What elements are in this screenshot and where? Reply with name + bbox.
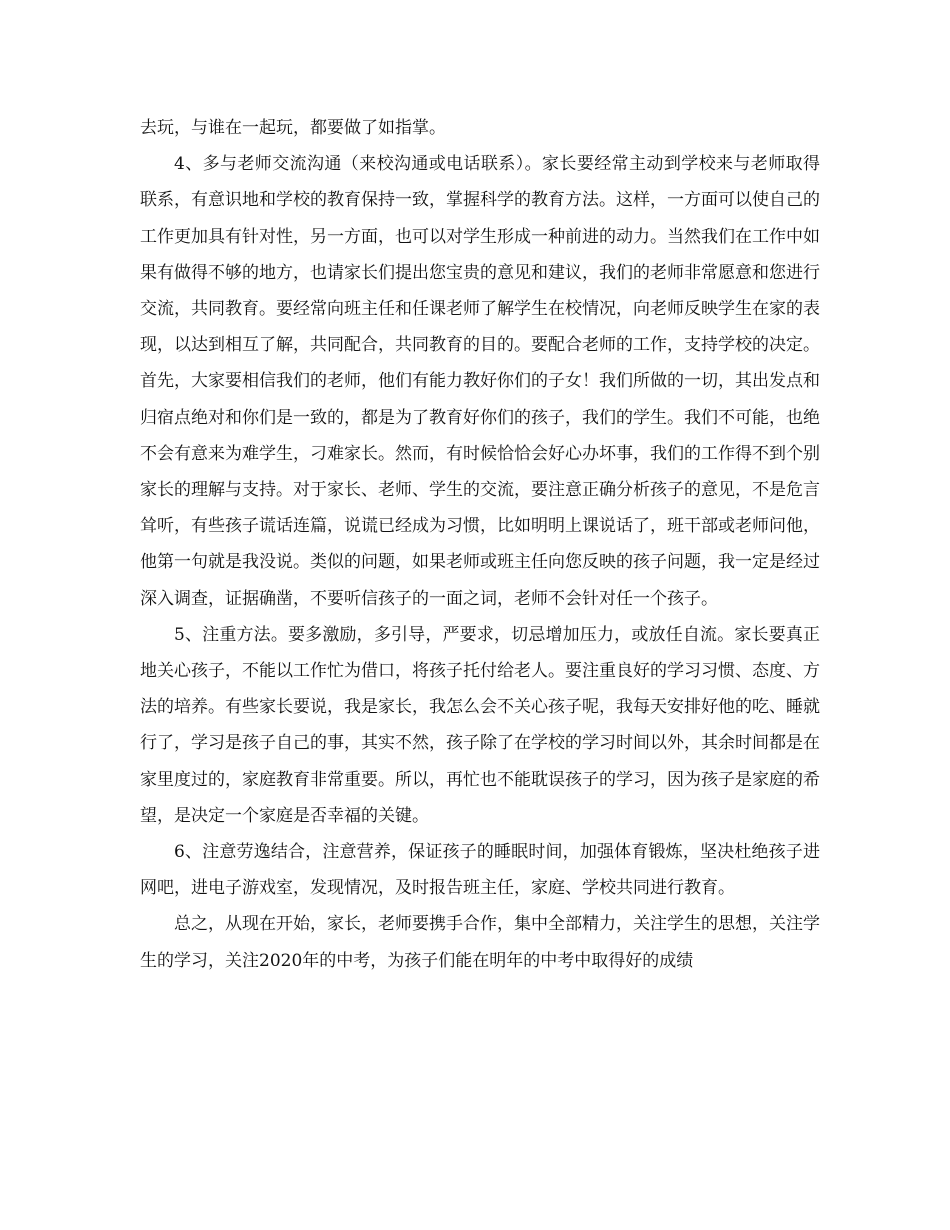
paragraph-summary: 总之，从现在开始，家长，老师要携手合作，集中全部精力，关注学生的思想，关注学生的学习，关注2020年的中考，为孩子们能在明年的中考中取得好的成绩: [140, 914, 820, 971]
paragraph-item-6: 6、注意劳逸结合，注意营养，保证孩子的睡眠时间，加强体育锻炼，坚决杜绝孩子进网吧，进电子游戏室，发现情况，及时报告班主任，家庭、学校共同进行教育。: [140, 842, 820, 899]
document-body: [140, 110, 820, 979]
paragraph-continuation: 去玩，与谁在一起玩，都要做了如指掌。: [140, 118, 446, 138]
paragraph-item-5: 5、注重方法。要多激励，多引导，严要求，切忌增加压力，或放任自流。家长要真正地关心孩子，不能以工作忙为借口，将孩子托付给老人。要注重良好的学习习惯、态度、方法的培养。有些家长要说，我是家长，我怎么会不关心孩子呢，我每天安排好他的吃、睡就行了，学习是孩子自己的事，其实不然，孩子除了在学校的学习时间以外，其余时间都是在家里度过的，家庭教育非常重要。所以，再忙也不能耽误孩子的学习，因为孩子是家庭的希望，是决定一个家庭是否幸福的关键。: [140, 624, 820, 826]
paragraph-item-4: 4、多与老师交流沟通（来校沟通或电话联系）。家长要经常主动到学校来与老师取得联系，有意识地和学校的教育保持一致，掌握科学的教育方法。这样，一方面可以使自己的工作更加具有针对性，另一方面，也可以对学生形成一种前进的动力。当然我们在工作中如果有做得不够的地方，也请家长们提出您宝贵的意见和建议，我们的老师非常愿意和您进行交流，共同教育。要经常向班主任和任课老师了解学生在校情况，向老师反映学生在家的表现，以达到相互了解，共同配合，共同教育的目的。要配合老师的工作，支持学校的决定。首先，大家要相信我们的老师，他们有能力教好你们的子女！我们所做的一切，其出发点和归宿点绝对和你们是一致的，都是为了教育好你们的孩子，我们的学生。我们不可能，也绝不会有意来为难学生，刁难家长。然而，有时候恰恰会好心办坏事，我们的工作得不到个别家长的理解与支持。对于家长、老师、学生的交流，要注意正确分析孩子的意见，不是危言耸听，有些孩子谎话连篇，说谎已经成为习惯，比如明明上课说话了，班干部或老师问他，他第一句就是我没说。类似的问题，如果老师或班主任向您反映的孩子问题，我一定是经过深入调查，证据确凿，不要听信孩子的一面之词，老师不会针对任一个孩子。: [140, 154, 820, 609]
